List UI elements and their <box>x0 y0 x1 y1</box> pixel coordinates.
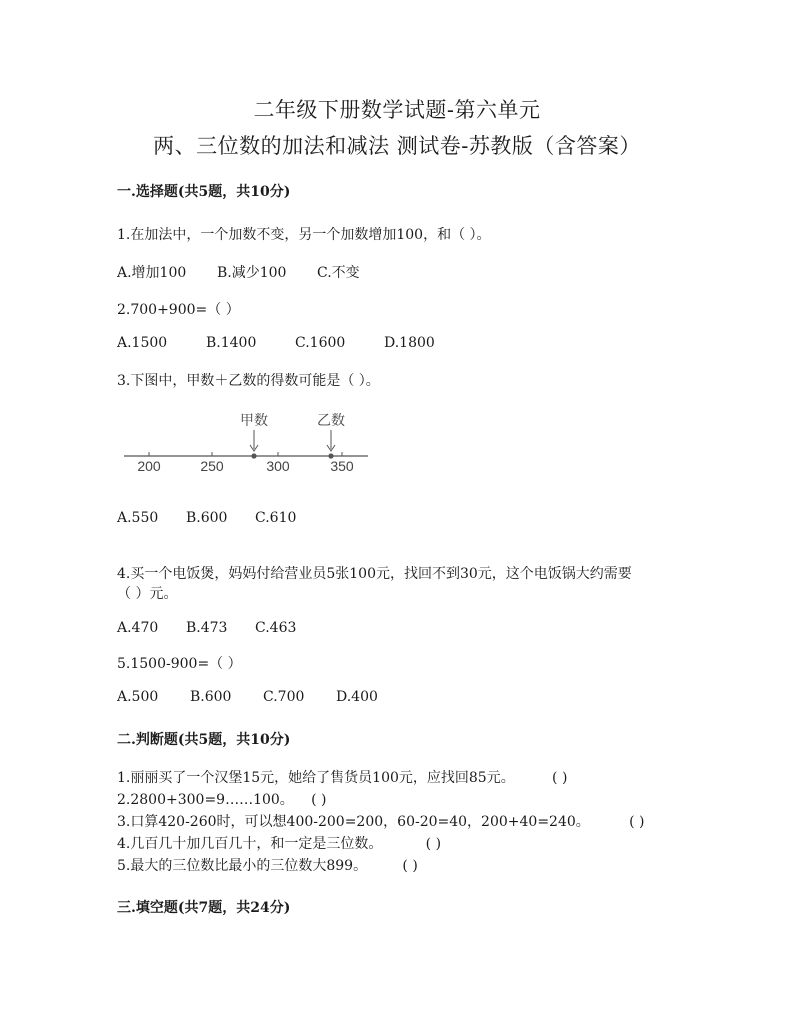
option-c: C.700 <box>263 689 305 705</box>
option-c: C.不变 <box>317 265 360 281</box>
judge-item-text: 2.2800+300=9……100。 <box>117 792 294 808</box>
judge-item-text: 5.最大的三位数比最小的三位数大899。 <box>117 858 368 874</box>
option-a: A.1500 <box>117 335 168 351</box>
option-d: D.1800 <box>384 335 435 351</box>
option-b: B.减少100 <box>217 265 287 281</box>
question-3-options <box>117 510 296 526</box>
judge-item-5 <box>117 856 423 877</box>
option-d: D.400 <box>336 689 378 705</box>
tick-label-250: 250 <box>200 458 224 474</box>
judge-item-text: 3.口算420-260时，可以想400-200=200，60-20=40，200+40=240。 <box>117 814 590 830</box>
section-heading-judge: 二.判断题(共5题，共10分) <box>117 732 291 748</box>
question-2-options <box>117 335 435 351</box>
title-line-1: 二年级下册数学试题-第六单元 <box>253 98 541 122</box>
judge-item-2 <box>117 790 332 811</box>
answer-paren[interactable]: ( ) <box>311 792 327 808</box>
question-5-options <box>117 689 378 705</box>
judge-item-text: 1.丽丽买了一个汉堡15元，她给了售货员100元，应找回85元。 <box>117 770 515 786</box>
tick-label-300: 300 <box>266 458 290 474</box>
label-jia: 甲数 <box>240 412 268 428</box>
number-line-figure <box>120 405 380 477</box>
question-2: 2.700+900=（ ） <box>117 302 240 318</box>
question-1: 1.在加法中，一个加数不变，另一个加数增加100，和（ ）。 <box>117 227 491 243</box>
option-a: A.550 <box>117 510 159 526</box>
option-b: B.600 <box>186 510 228 526</box>
answer-paren[interactable]: ( ) <box>552 770 568 786</box>
judge-item-1 <box>117 768 573 789</box>
option-c: C.463 <box>255 620 297 636</box>
question-5: 5.1500-900=（ ） <box>117 656 242 672</box>
answer-paren[interactable]: ( ) <box>402 858 418 874</box>
question-4-line-1: 4.买一个电饭煲，妈妈付给营业员5张100元，找回不到30元，这个电饭锅大约需要 <box>117 566 632 582</box>
title-line-2: 两、三位数的加法和减法 测试卷-苏教版（含答案） <box>153 134 641 158</box>
tick-label-350: 350 <box>330 458 354 474</box>
option-b: B.600 <box>190 689 232 705</box>
option-c: C.610 <box>255 510 297 526</box>
option-a: A.增加100 <box>117 265 187 281</box>
option-c: C.1600 <box>295 335 346 351</box>
section-heading-fill: 三.填空题(共7题，共24分) <box>117 900 291 916</box>
question-4-options <box>117 620 296 636</box>
option-b: B.473 <box>186 620 228 636</box>
option-a: A.500 <box>117 689 159 705</box>
answer-paren[interactable]: ( ) <box>425 836 442 852</box>
question-1-options <box>117 262 360 282</box>
point-jia <box>251 453 256 458</box>
option-a: A.470 <box>117 620 159 636</box>
question-3: 3.下图中，甲数＋乙数的得数可能是（ ）。 <box>117 373 380 389</box>
tick-label-200: 200 <box>137 458 161 474</box>
section-heading-choice: 一.选择题(共5题，共10分) <box>117 184 291 200</box>
answer-paren[interactable]: ( ) <box>629 814 645 830</box>
judge-item-text: 4.几百几十加几百几十，和一定是三位数。 <box>117 836 383 852</box>
option-b: B.1400 <box>206 335 257 351</box>
judge-item-3 <box>117 812 650 833</box>
judge-item-4 <box>117 834 446 855</box>
label-yi: 乙数 <box>317 412 345 428</box>
question-4-line-2: （ ）元。 <box>117 586 178 602</box>
